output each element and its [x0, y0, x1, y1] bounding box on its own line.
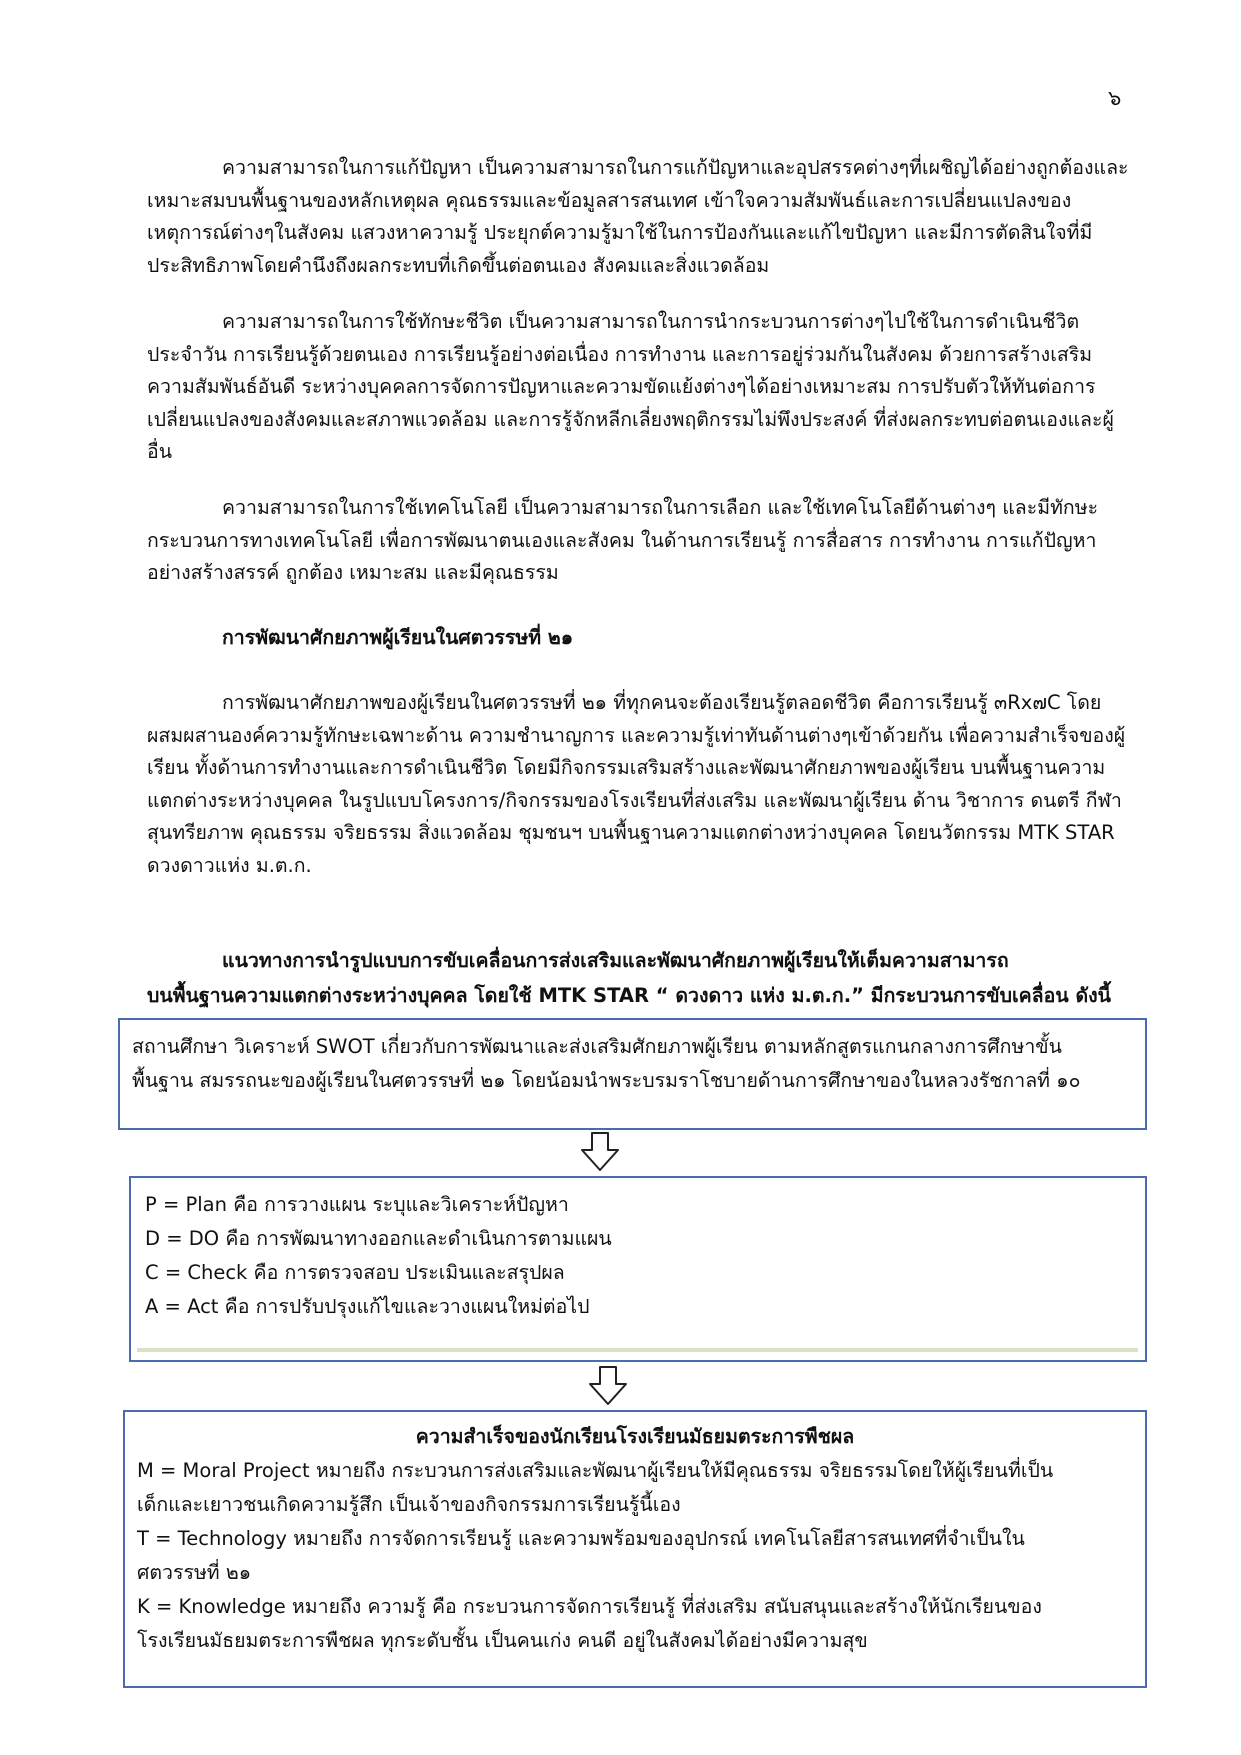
down-arrow-icon [580, 1132, 620, 1172]
paragraph-problem-solving: ความสามารถในการแก้ปัญหา เป็นความสามารถในการแก้ปัญหาและอุปสรรคต่างๆที่เผชิญได้อย่างถูกต้องและเหมาะสมบนพื้นฐานของหลักเหตุผล คุณธรรมและข้อมูลสารสนเทศ เข้าใจความสัมพันธ์และการเปลี่ยนแปลงของเหตุการณ์ต่างๆในสังคม แสวงหาความรู้ ประยุกต์ความรู้มาใช้ในการป้องกันและแก้ไขปัญหา และมีการตัดสินใจที่มีประสิทธิภาพโดยคำนึงถึงผลกระทบที่เกิดขึ้นต่อตนเอง สังคมและสิ่งแวดล้อม [147, 156, 1129, 277]
mtk-item-k-cont: โรงเรียนมัธยมตระการพืชผล ทุกระดับชั้น เป็นคนเก่ง คนดี อยู่ในสังคมได้อย่างมีความสุข [137, 1629, 868, 1652]
pdca-item: A = Act คือ การปรับปรุงแก้ไขและวางแผนใหม่ต่อไป [145, 1295, 590, 1318]
pdca-item: C = Check คือ การตรวจสอบ ประเมินและสรุปผล [145, 1261, 565, 1284]
success-box [123, 1410, 1147, 1688]
swot-line-2: พื้นฐาน สมรรถนะของผู้เรียนในศตวรรษที่ ๒๑ โดยน้อมนำพระบรมราโชบายด้านการศึกษาของในหลวงรัชกาลที่ ๑๐ [132, 1069, 1081, 1092]
pdca-item: D = DO คือ การพัฒนาทางออกและดำเนินการตามแผน [145, 1227, 612, 1250]
down-arrow-icon [588, 1366, 628, 1406]
paragraph-life-skills: ความสามารถในการใช้ทักษะชีวิต เป็นความสามารถในการนำกระบวนการต่างๆไปใช้ในการดำเนินชีวิตประจำวัน การเรียนรู้ด้วยตนเอง การเรียนรู้อย่างต่อเนื่อง การทำงาน และการอยู่ร่วมกันในสังคม ด้วยการสร้างเสริมความสัมพันธ์อันดี ระหว่างบุคคลการจัดการปัญหาและความขัดแย้งต่างๆได้อย่างเหมาะสม การปรับตัวให้ทันต่อการเปลี่ยนแปลงของสังคมและสภาพแวดล้อม และการรู้จักหลีกเลี่ยงพฤติกรรมไม่พึงประสงค์ ที่ส่งผลกระทบต่อตนเองและผู้อื่น [147, 310, 1114, 464]
approach-heading-line1: แนวทางการนำรูปแบบการขับเคลื่อนการส่งเสริมและพัฒนาศักยภาพผู้เรียนให้เต็มความสามารถ [222, 949, 1009, 972]
mtk-item-m: M = Moral Project หมายถึง กระบวนการส่งเสริมและพัฒนาผู้เรียนให้มีคุณธรรม จริยธรรมโดยให้ผู้เรียนที่เป็น [137, 1459, 1054, 1482]
mtk-item-t: T = Technology หมายถึง การจัดการเรียนรู้ และความพร้อมของอุปกรณ์ เทคโนโลยีสารสนเทศที่จำเป็นใน [137, 1527, 1025, 1550]
divider [137, 1348, 1138, 1352]
mtk-item-t-cont: ศตวรรษที่ ๒๑ [137, 1561, 252, 1584]
page-number: ๖ [1108, 86, 1122, 110]
paragraph-technology: ความสามารถในการใช้เทคโนโลยี เป็นความสามารถในการเลือก และใช้เทคโนโลยีด้านต่างๆ และมีทักษะกระบวนการทางเทคโนโลยี เพื่อการพัฒนาตนเองและสังคม ในด้านการเรียนรู้ การสื่อสาร การทำงาน การแก้ปัญหาอย่างสร้างสรรค์ ถูกต้อง เหมาะสม และมีคุณธรรม [147, 496, 1099, 585]
section-paragraph: การพัฒนาศักยภาพของผู้เรียนในศตวรรษที่ ๒๑ ที่ทุกคนจะต้องเรียนรู้ตลอดชีวิต คือการเรียนรู้ ๓Rx๗C โดยผสมผสานองค์ความรู้ทักษะเฉพาะด้าน ความชำนาญการ และความรู้เท่าทันด้านต่างๆเข้าด้วยกัน เพื่อความสำเร็จของผู้เรียน ทั้งด้านการทำงานและการดำเนินชีวิต โดยมีกิจกรรมเสริมสร้างและพัฒนาศักยภาพของผู้เรียน บนพื้นฐานความแตกต่างระหว่างบุคคล ในรูปแบบโครงการ/กิจกรรมของโรงเรียนที่ส่งเสริม และพัฒนาผู้เรียน ด้าน วิชาการ ดนตรี กีฬา สุนทรียภาพ คุณธรรม จริยธรรม สิ่งแวดล้อม ชุมชนฯ บนพื้นฐานความแตกต่างหว่างบุคคล โดยนวัตกรรม MTK STAR ดวงดาวแห่ง ม.ต.ก. [147, 691, 1126, 877]
pdca-item: P = Plan คือ การวางแผน ระบุและวิเคราะห์ปัญหา [145, 1193, 569, 1216]
swot-box [118, 1018, 1147, 1130]
success-title: ความสำเร็จของนักเรียนโรงเรียนมัธยมตระการพืชผล [415, 1425, 855, 1448]
mtk-item-k: K = Knowledge หมายถึง ความรู้ คือ กระบวนการจัดการเรียนรู้ ที่ส่งเสริม สนับสนุนและสร้างให้นักเรียนของ [137, 1595, 1042, 1618]
section-heading: การพัฒนาศักยภาพผู้เรียนในศตวรรษที่ ๒๑ [222, 626, 574, 649]
pdca-box [129, 1176, 1147, 1362]
mtk-item-m-cont: เด็กและเยาวชนเกิดความรู้สึก เป็นเจ้าของกิจกรรมการเรียนรู้นี้เอง [137, 1493, 681, 1516]
swot-line-1: สถานศึกษา วิเคราะห์ SWOT เกี่ยวกับการพัฒนาและส่งเสริมศักยภาพผู้เรียน ตามหลักสูตรแกนกลางการศึกษาขั้น [132, 1035, 1062, 1058]
approach-heading-line2: บนพื้นฐานความแตกต่างระหว่างบุคคล โดยใช้ MTK STAR “ ดวงดาว แห่ง ม.ต.ก.” มีกระบวนการขับเคลื่อน ดังนี้ [147, 984, 1111, 1007]
